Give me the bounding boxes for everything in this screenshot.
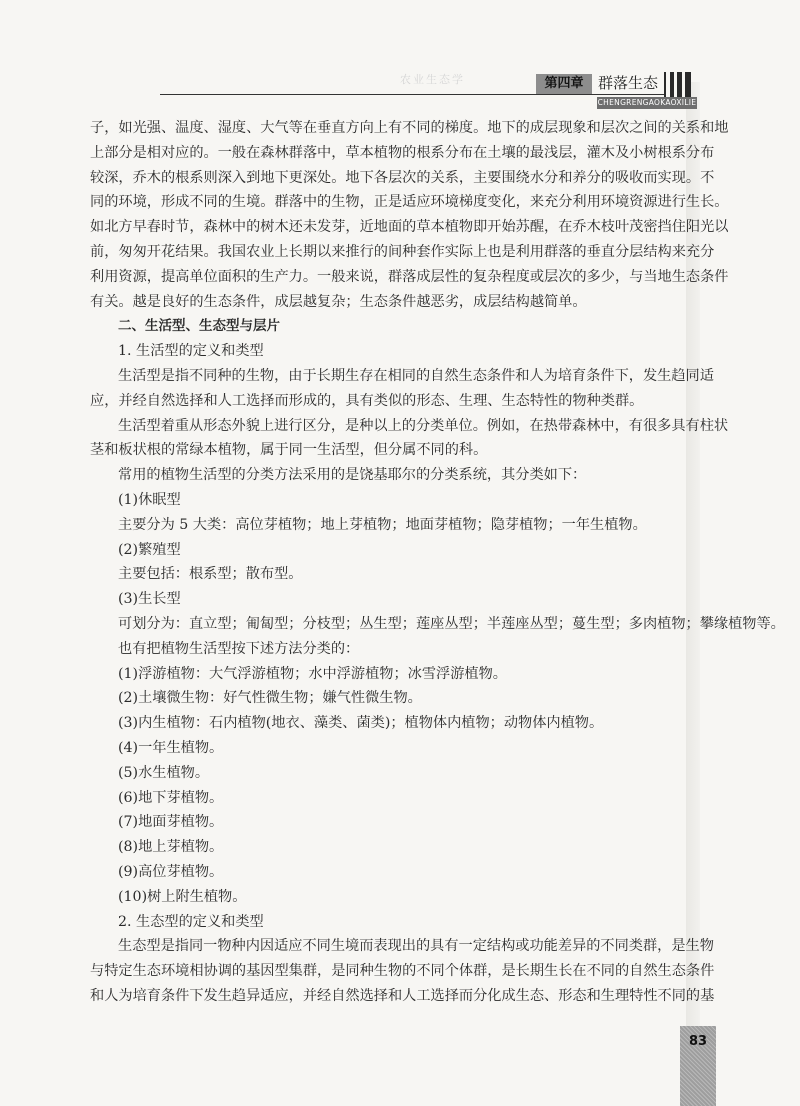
text-line: 生态型是指同一物种内因适应不同生境而表现出的具有一定结构或功能差异的不同类群，是生物 <box>118 938 714 955</box>
text-line: 茎和板状根的常绿本植物，属于同一生活型，但分属不同的科。 <box>90 442 488 459</box>
body-text <box>90 116 785 1009</box>
text-line: 和人为培育条件下发生趋异适应，并经自然选择和人工选择而分化成生态、形态和生理特性不同的基 <box>90 987 715 1004</box>
text-line: 生活型是指不同种的生物，由于长期生存在相同的自然生态条件和人为培育条件下，发生趋同适 <box>118 367 714 384</box>
text-line: (8)地上芽植物。 <box>118 839 224 856</box>
text-line: (4)一年生植物。 <box>118 739 224 756</box>
text-line: (10)树上附生植物。 <box>118 888 247 905</box>
text-line: (1)浮游植物：大气浮游植物；水中浮游植物；冰雪浮游植物。 <box>118 665 507 682</box>
chapter-title: 群落生态 <box>598 74 659 92</box>
text-line: 子，如光强、温度、湿度、大气等在垂直方向上有不同的梯度。地下的成层现象和层次之间的关系和地 <box>90 120 729 136</box>
text-line: 可划分为：直立型；匍匐型；分枝型；丛生型；莲座丛型；半莲座丛型；蔓生型；多肉植物；攀缘植物等。 <box>118 615 785 632</box>
text-line: 生活型着重从形态外貌上进行区分，是种以上的分类单位。例如，在热带森林中，有很多具有柱状 <box>118 417 729 434</box>
header-faint-text: 农业生态学 <box>400 73 465 86</box>
text-line: (5)水生植物。 <box>118 764 210 781</box>
text-line: (9)高位芽植物。 <box>118 863 224 880</box>
text-line: 与特定生态环境相协调的基因型集群，是同种生物的不同个体群，是长期生长在不同的自然生态条件 <box>90 963 715 980</box>
header-rule <box>160 94 665 95</box>
text-line: 前，匆匆开花结果。我国农业上长期以来推行的间种套作实际上也是利用群落的垂直分层结构来充分 <box>90 243 715 260</box>
text-line: 如北方早春时节，森林中的树木还未发芽，近地面的草本植物即开始苏醒，在乔木枝叶茂密挡住阳光以 <box>90 219 729 236</box>
chapter-label: 第四章 <box>536 74 592 94</box>
text-line: 主要包括：根系型；散布型。 <box>118 566 303 583</box>
text-line: 应，并经自然选择和人工选择而形成的，具有类似的形态、生理、生态特性的物种类群。 <box>90 392 644 409</box>
text-line: (3)生长型 <box>118 591 181 608</box>
text-line: 利用资源，提高单位面积的生产力。一般来说，群落成层性的复杂程度或层次的多少，与当地生态条件 <box>90 268 729 285</box>
text-line: 也有把植物生活型按下述方法分类的： <box>118 640 360 657</box>
text-line: 主要分为 5 大类：高位芽植物；地上芽植物；地面芽植物；隐芽植物；一年生植物。 <box>118 516 647 533</box>
page-number: 83 <box>688 1034 708 1049</box>
text-line: 常用的植物生活型的分类方法采用的是饶基耶尔的分类系统，其分类如下： <box>118 467 587 484</box>
text-line: 2. 生态型的定义和类型 <box>118 913 264 930</box>
text-line: 较深，乔木的根系则深入到地下更深处。地下各层次的关系，主要围绕水分和养分的吸收而实现。不 <box>90 169 715 186</box>
text-line: (3)内生植物：石内植物(地衣、藻类、菌类)；植物体内植物；动物体内植物。 <box>118 715 604 732</box>
text-line: 1. 生活型的定义和类型 <box>118 343 264 360</box>
text-line: 同的环境，形成不同的生境。群落中的生物，正是适应环境梯度变化，来充分利用环境资源进行生长。 <box>90 194 729 211</box>
section-heading: 二、生活型、生态型与层片 <box>118 318 280 335</box>
text-line: (2)繁殖型 <box>118 541 181 558</box>
text-line: (2)土壤微生物：好气性微生物；嫌气性微生物。 <box>118 690 422 707</box>
text-line: (7)地面芽植物。 <box>118 814 224 831</box>
header-pinyin-label: CHENGRENGAOKAOXILIE <box>597 98 697 107</box>
text-line: (6)地下芽植物。 <box>118 789 224 806</box>
text-line: 有关。越是良好的生态条件，成层越复杂；生态条件越恶劣，成层结构越简单。 <box>90 293 587 310</box>
text-line: 上部分是相对应的。一般在森林群落中，草本植物的根系分布在土壤的最浅层，灌木及小树根系分布 <box>90 144 715 161</box>
text-line: (1)休眠型 <box>118 491 181 508</box>
